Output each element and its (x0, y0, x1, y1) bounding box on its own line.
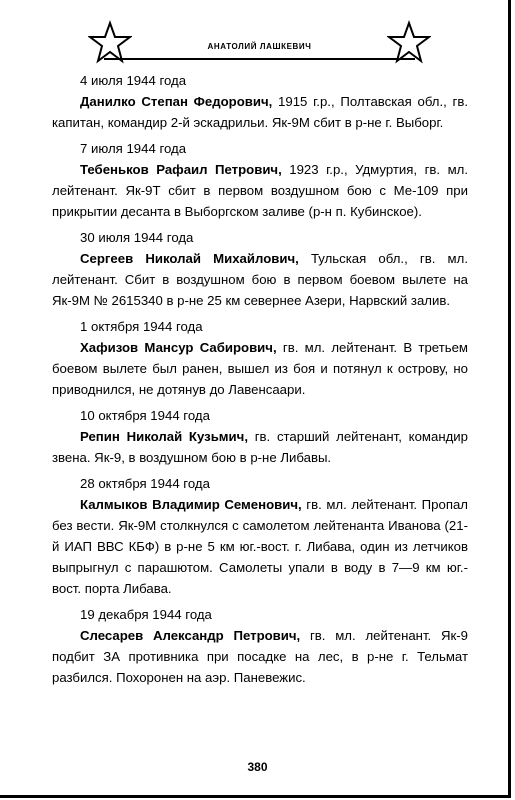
entry-body (52, 625, 468, 688)
loss-entry (52, 604, 468, 688)
page-body (52, 70, 468, 693)
loss-entry (52, 405, 468, 468)
running-header-author: АНАТОЛИЙ ЛАШКЕВИЧ (207, 42, 312, 51)
loss-entry (52, 138, 468, 222)
entry-date: 4 июля 1944 года (80, 73, 187, 88)
entry-body (52, 91, 468, 133)
entry-body (52, 494, 468, 599)
page-number: 380 (247, 760, 268, 774)
page-frame-bottom-edge (0, 795, 511, 798)
entry-text: Тульская обл., гв. мл. лейтенант. Сбит в воздушном бою в первом боевом вылете на Як-9М № 2615340 в р-не 25 км севернее Азери, Нарвский залив. (52, 251, 468, 308)
entry-body (52, 337, 468, 400)
entry-date: 30 июля 1944 года (80, 230, 194, 245)
entry-text: гв. мл. лейтенант. Пропал без вести. Як-9М столкнулся с самолетом лейтенанта Иванова (21-й ИАП ВВС КБФ) в р-не 5 км юг.-вост. г. Либава, один из летчиков выпрыгнул с парашютом. Самолеты упали в воду в 7—9 км юг.-вост. порта Либава. (52, 497, 468, 596)
page-frame-right-edge (508, 0, 511, 795)
pilot-name: Тебеньков Рафаил Петрович, (80, 162, 282, 177)
entry-body (52, 248, 468, 311)
entry-text: гв. старший лейтенант, командир звена. Як-9, в воздушном бою в р-не Либавы. (52, 429, 468, 465)
loss-entry (52, 473, 468, 599)
entry-body (52, 426, 468, 468)
entry-text: гв. мл. лейтенант. В третьем боевом вылете был ранен, вышел из боя и потянул к острову, но приводнился, не дотянув до Лавенсаари. (52, 340, 469, 397)
entry-date: 10 октября 1944 года (80, 408, 210, 423)
entry-date: 19 декабря 1944 года (80, 607, 212, 622)
entry-date: 1 октября 1944 года (80, 319, 203, 334)
pilot-name: Репин Николай Кузьмич, (80, 429, 248, 444)
loss-entry (52, 227, 468, 311)
loss-entry (52, 316, 468, 400)
entry-date: 28 октября 1944 года (80, 476, 210, 491)
pilot-name: Сергеев Николай Михайлович, (80, 251, 299, 266)
entry-text: 1923 г.р., Удмуртия, гв. мл. лейтенант. Як-9Т сбит в первом воздушном бою с Ме-109 при прикрытии десанта в Выборгском заливе (р-н п. Кубинское). (52, 162, 468, 219)
pilot-name: Слесарев Александр Петрович, (80, 628, 301, 643)
pilot-name: Данилко Степан Федорович, (80, 94, 273, 109)
running-header (92, 20, 427, 62)
loss-entry (52, 70, 468, 133)
pilot-name: Хафизов Мансур Сабирович, (80, 340, 277, 355)
entry-date: 7 июля 1944 года (80, 141, 187, 156)
entry-text: 1915 г.р., Полтавская обл., гв. капитан, командир 2-й эскадрильи. Як-9М сбит в р-не г. Выборг. (52, 94, 468, 130)
entry-body (52, 159, 468, 222)
pilot-name: Калмыков Владимир Семенович, (80, 497, 302, 512)
star-icon (387, 20, 431, 64)
entry-text: гв. мл. лейтенант. Як-9 подбит ЗА противника при посадке на лес, в р-не г. Тельмат разбился. Похоронен на аэр. Паневежис. (52, 628, 468, 685)
header-rule (104, 58, 415, 60)
